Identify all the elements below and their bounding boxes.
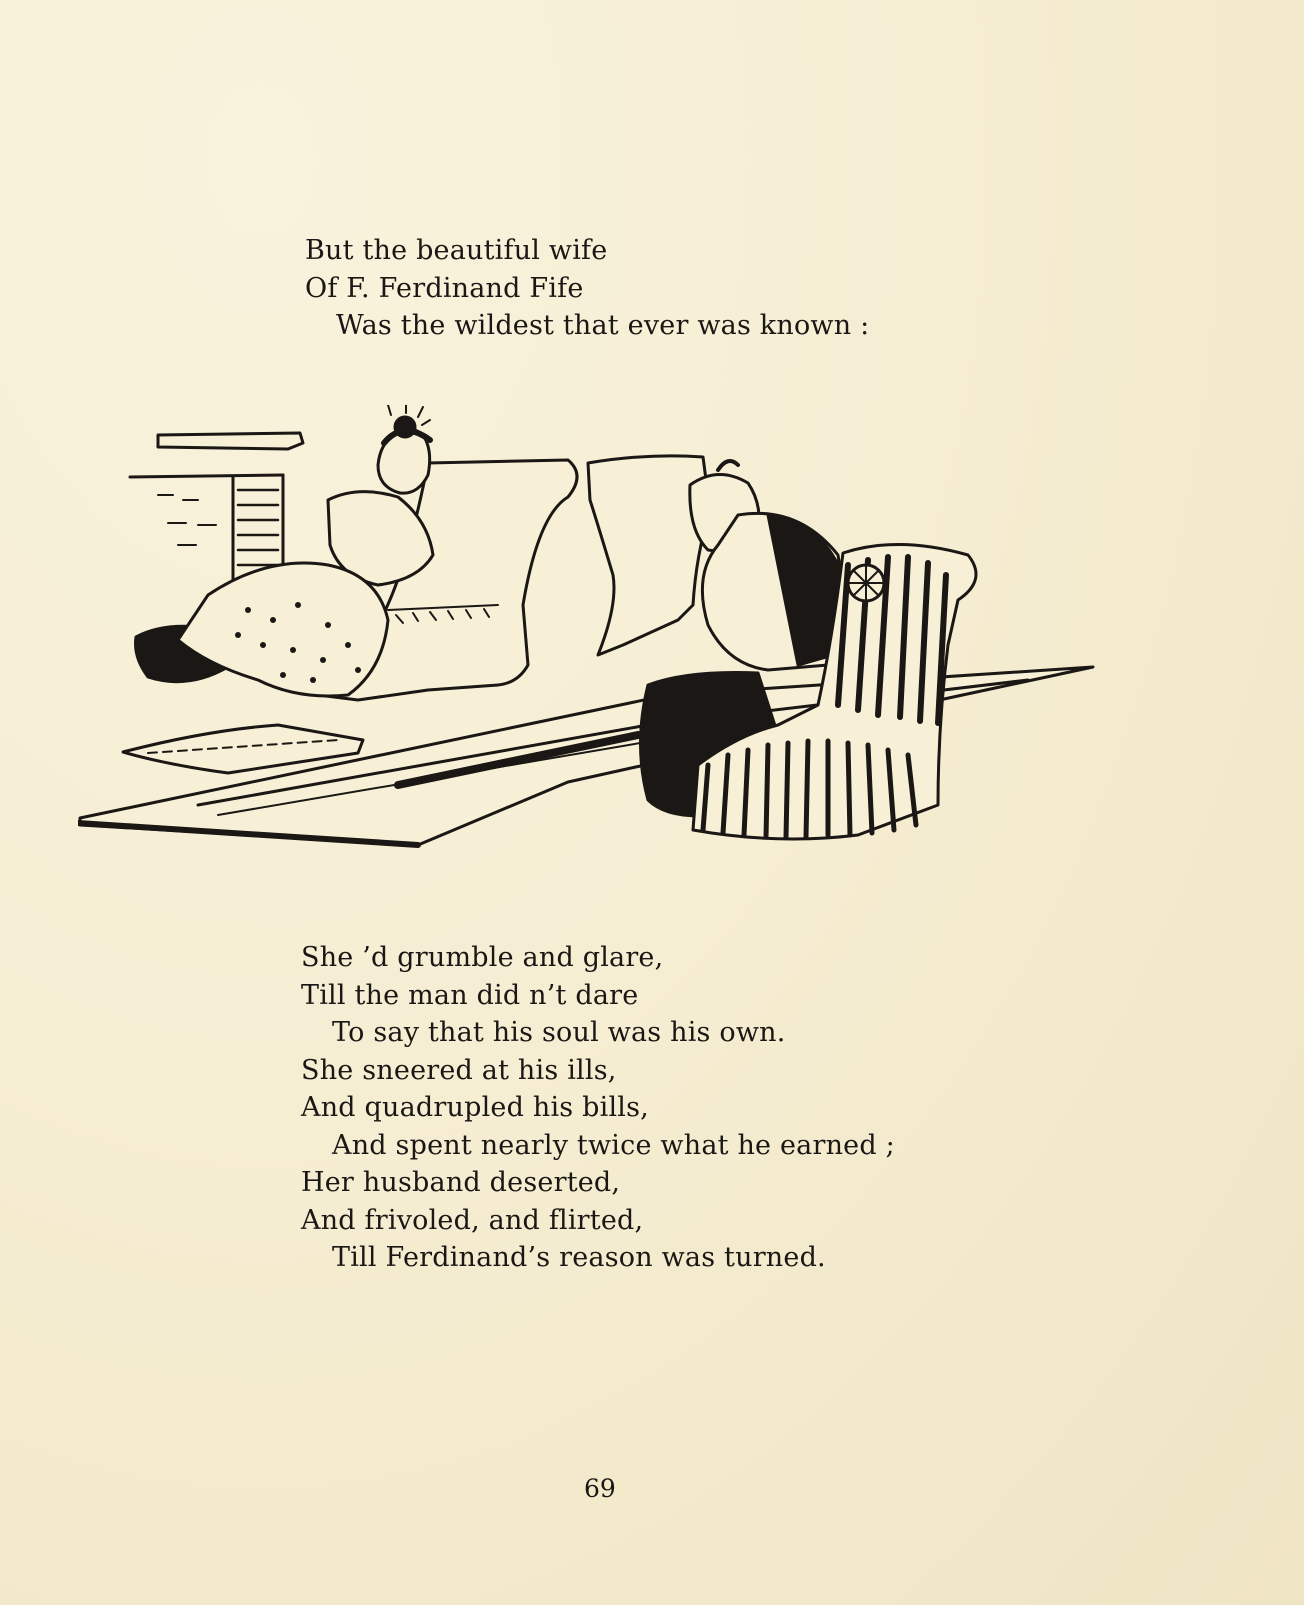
- verse-line: Till Ferdinand’s reason was turned.: [332, 1242, 826, 1273]
- verse-line: And spent nearly twice what he earned ;: [332, 1129, 895, 1161]
- illustration: [78, 405, 1118, 895]
- stanza-2: [301, 939, 895, 1277]
- page-number: 69: [584, 1474, 616, 1503]
- verse-line: She ’d grumble and glare,: [301, 942, 664, 973]
- verse-line: And frivoled, and flirted,: [301, 1204, 644, 1236]
- verse-line: But the beautiful wife: [305, 235, 608, 266]
- verse-line: Of F. Ferdinand Fife: [305, 272, 584, 304]
- verse-line: And quadrupled his bills,: [301, 1092, 649, 1123]
- verse-line: Till the man did n’t dare: [301, 979, 639, 1011]
- stanza-1: [305, 232, 869, 345]
- verse-line: She sneered at his ills,: [301, 1054, 617, 1086]
- verse-line: Was the wildest that ever was known :: [336, 310, 870, 341]
- verse-line: Her husband deserted,: [301, 1167, 621, 1198]
- verse-line: To say that his soul was his own.: [332, 1017, 786, 1048]
